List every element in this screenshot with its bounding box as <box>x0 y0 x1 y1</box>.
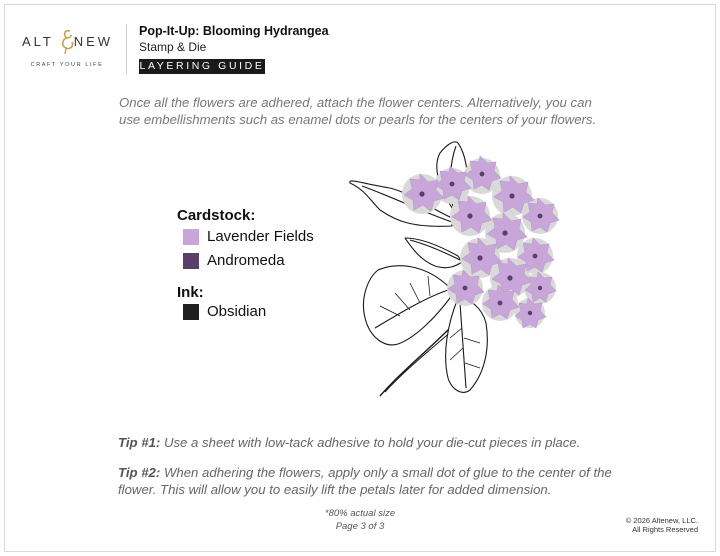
obsidian-swatch <box>183 304 199 320</box>
intro-text: Once all the flowers are adhered, attach the flower centers. Alternatively, you can use embellishments such as enamel dots or pearls for the centers of your flowers. <box>119 95 597 127</box>
cardstock-heading: Cardstock: <box>177 207 256 224</box>
copyright-line: © 2026 Altenew, LLC. <box>625 516 698 525</box>
tip-text: Use a sheet with low-tack adhesive to hold your die-cut pieces in place. <box>163 435 581 450</box>
swatch-label: Obsidian <box>207 303 267 320</box>
hydrangea-illustration <box>340 138 570 400</box>
brand-logo <box>22 28 112 78</box>
cardstock-item <box>183 228 314 245</box>
swatch-label: Lavender Fields <box>207 228 314 245</box>
ink-item <box>183 303 266 320</box>
tip-label: Tip #1: <box>118 435 161 450</box>
page-number: Page 3 of 3 <box>335 521 385 532</box>
brand-wordmark: ALT NEW <box>22 34 114 49</box>
tip-label: Tip #2: <box>118 465 161 480</box>
brand-tagline: CRAFT YOUR LIFE <box>30 62 104 68</box>
ampersand-icon <box>60 28 76 56</box>
rights-line: All Rights Reserved <box>632 525 698 534</box>
cardstock-item <box>183 252 285 269</box>
size-note: *80% actual size <box>324 508 396 519</box>
header-divider <box>126 24 127 74</box>
tip-2 <box>118 465 618 498</box>
tip-text: When adhering the flowers, apply only a small dot of glue to the center of the flower. This will allow you to easily lift the petals later for added dimension. <box>118 465 612 497</box>
lavender-swatch <box>183 229 199 245</box>
andromeda-swatch <box>183 253 199 269</box>
copyright <box>626 516 698 534</box>
layering-guide-label: LAYERING GUIDE <box>139 60 265 72</box>
product-subtitle: Stamp & Die <box>139 40 207 54</box>
product-title: Pop-It-Up: Blooming Hydrangea <box>139 24 329 38</box>
ink-heading: Ink: <box>177 284 204 301</box>
tip-1 <box>118 435 618 452</box>
swatch-label: Andromeda <box>207 252 285 269</box>
